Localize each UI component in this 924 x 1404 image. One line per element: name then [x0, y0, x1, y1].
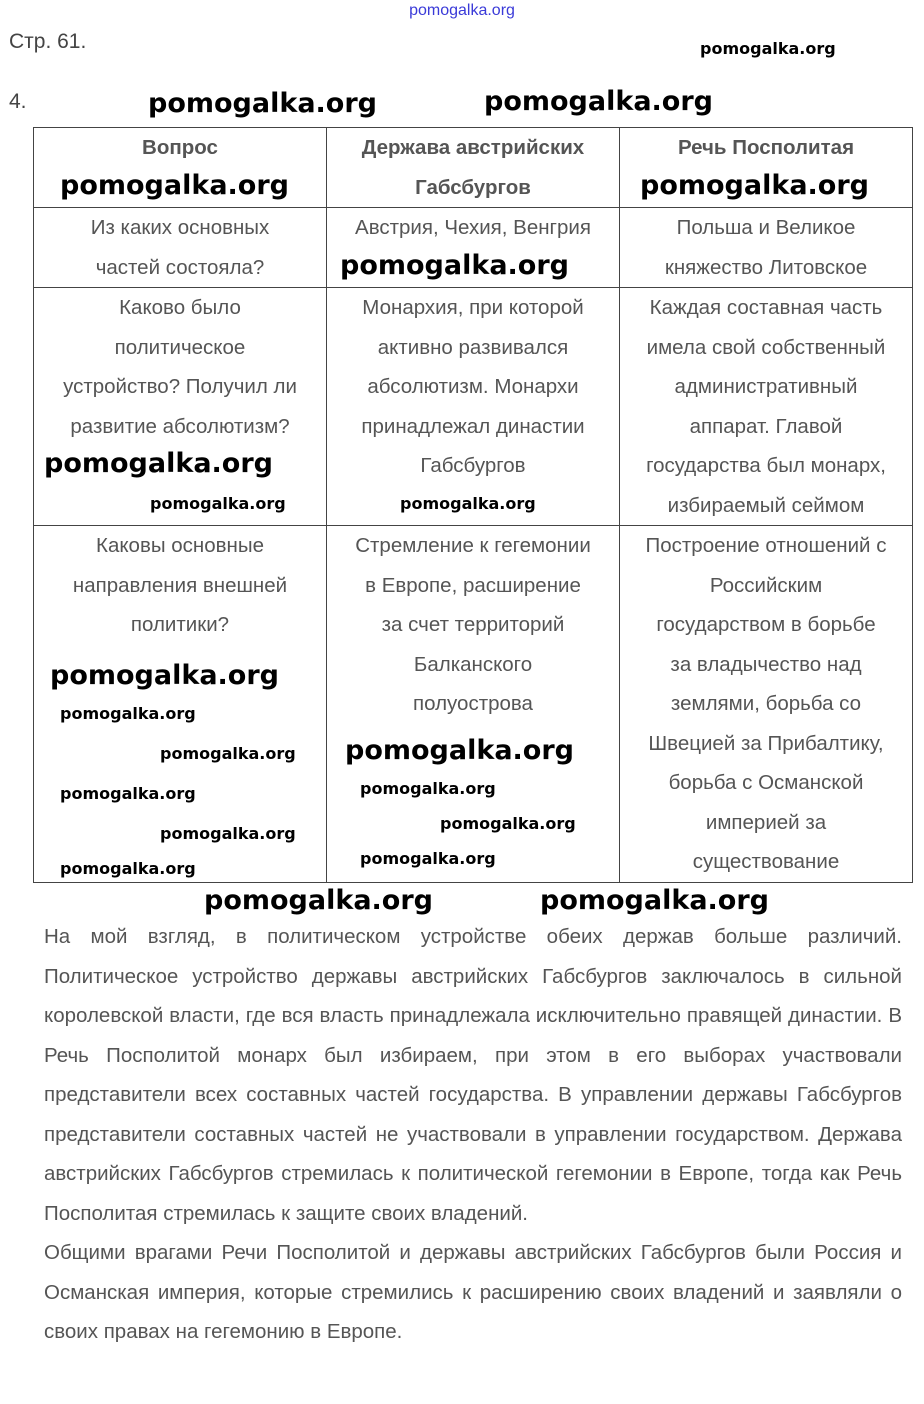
table-cell: Стремление к гегемонии в Европе, расширение за счет территорий Балканского полуострова	[327, 526, 620, 883]
header-question: Вопрос	[34, 128, 327, 208]
watermark: pomogalka.org	[60, 704, 196, 723]
table-cell: Польша и Великое княжество Литовское	[620, 208, 913, 288]
table-cell: Каковы основные направления внешней политики?	[34, 526, 327, 883]
watermark: pomogalka.org	[360, 779, 496, 798]
table-row	[34, 526, 913, 883]
table-row	[34, 288, 913, 526]
watermark: pomogalka.org	[50, 660, 279, 691]
watermark: pomogalka.org	[345, 735, 574, 766]
watermark: pomogalka.org	[400, 494, 536, 513]
watermark: pomogalka.org	[60, 859, 196, 878]
watermark: pomogalka.org	[540, 885, 769, 916]
table-cell: Каждая составная часть имела свой собственный административный аппарат. Главой государства был монарх, избираемый сеймом	[620, 288, 913, 526]
watermark: pomogalka.org	[60, 170, 289, 201]
watermark: pomogalka.org	[440, 814, 576, 833]
site-label: pomogalka.org	[409, 2, 515, 19]
table-row	[34, 208, 913, 288]
paragraph: На мой взгляд, в политическом устройстве обеих держав больше различий. Политическое устройство державы австрийских Габсбургов заключалось в сильной королевской власти, где вся власть принадлежала исключительно правящей династии. В Речь Посполитой монарх был избираем, при этом в его выборах участвовали представители всех составных частей государства. В управлении державы Габсбургов представители составных частей не участвовали в управлении государством. Держава австрийских Габсбургов стремилась к политической гегемонии в Европе, тогда как Речь Посполитая стремилась к защите своих владений.	[44, 925, 902, 1225]
table-cell: Из каких основных частей состояла?	[34, 208, 327, 288]
watermark: pomogalka.org	[44, 448, 273, 479]
watermark: pomogalka.org	[484, 86, 713, 117]
answer-text	[44, 917, 902, 1352]
watermark: pomogalka.org	[640, 170, 869, 201]
table-cell: Монархия, при которой активно развивался абсолютизм. Монархи принадлежал династии Габсбургов	[327, 288, 620, 526]
watermark: pomogalka.org	[700, 39, 836, 58]
watermark: pomogalka.org	[204, 885, 433, 916]
watermark: pomogalka.org	[360, 849, 496, 868]
table-cell: Австрия, Чехия, Венгрия	[327, 208, 620, 288]
watermark: pomogalka.org	[160, 824, 296, 843]
watermark: pomogalka.org	[150, 494, 286, 513]
table-header-row	[34, 128, 913, 208]
watermark: pomogalka.org	[60, 784, 196, 803]
watermark: pomogalka.org	[340, 250, 569, 281]
table-cell: Каково было политическое устройство? Получил ли развитие абсолютизм?	[34, 288, 327, 526]
comparison-table	[33, 127, 913, 883]
header-rzeczpospolita: Речь Посполитая	[620, 128, 913, 208]
task-number: 4.	[9, 90, 27, 113]
page-reference: Стр. 61.	[9, 30, 87, 53]
paragraph: Общими врагами Речи Посполитой и державы австрийских Габсбургов были Россия и Османская империя, которые стремились к расширению своих владений и заявляли о своих правах на гегемонию в Европе.	[44, 1241, 902, 1343]
table-cell: Построение отношений с Российским государством в борьбе за владычество над землями, борьба со Швецией за Прибалтику, борьба с Османской империей за существование	[620, 526, 913, 883]
header-habsburg: Держава австрийских Габсбургов	[327, 128, 620, 208]
watermark: pomogalka.org	[160, 744, 296, 763]
watermark: pomogalka.org	[148, 88, 377, 119]
